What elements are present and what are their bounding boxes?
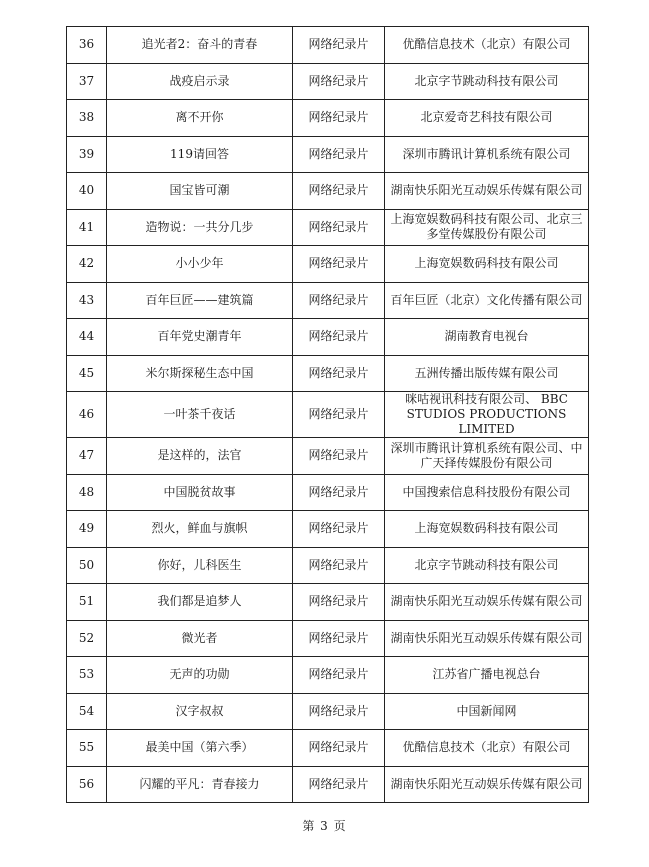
organization: 湖南快乐阳光互动娱乐传媒有限公司 — [385, 766, 589, 803]
organization: 五洲传播出版传媒有限公司 — [385, 355, 589, 392]
table-row — [67, 547, 589, 584]
table-row — [67, 246, 589, 283]
program-type: 网络纪录片 — [293, 730, 385, 767]
program-type: 网络纪录片 — [293, 766, 385, 803]
program-title: 离不开你 — [107, 100, 293, 137]
program-type: 网络纪录片 — [293, 511, 385, 548]
program-type: 网络纪录片 — [293, 100, 385, 137]
program-type: 网络纪录片 — [293, 282, 385, 319]
program-type: 网络纪录片 — [293, 355, 385, 392]
program-type: 网络纪录片 — [293, 584, 385, 621]
table-row — [67, 584, 589, 621]
row-number: 53 — [67, 657, 107, 694]
row-number: 48 — [67, 474, 107, 511]
organization: 咪咕视讯科技有限公司、 BBC STUDIOS PRODUCTIONS LIMITED — [385, 392, 589, 438]
row-number: 42 — [67, 246, 107, 283]
table-row — [67, 511, 589, 548]
row-number: 46 — [67, 392, 107, 438]
table-body — [67, 27, 589, 803]
table-row — [67, 730, 589, 767]
table-row — [67, 100, 589, 137]
row-number: 43 — [67, 282, 107, 319]
table-row — [67, 173, 589, 210]
organization: 湖南快乐阳光互动娱乐传媒有限公司 — [385, 620, 589, 657]
organization: 北京字节跳动科技有限公司 — [385, 63, 589, 100]
program-type: 网络纪录片 — [293, 136, 385, 173]
table-row — [67, 136, 589, 173]
program-title: 最美中国（第六季） — [107, 730, 293, 767]
row-number: 44 — [67, 319, 107, 356]
program-title: 国宝皆可潮 — [107, 173, 293, 210]
row-number: 50 — [67, 547, 107, 584]
program-title: 无声的功勋 — [107, 657, 293, 694]
program-title: 百年党史潮青年 — [107, 319, 293, 356]
organization: 上海宽娱数码科技有限公司 — [385, 246, 589, 283]
row-number: 47 — [67, 438, 107, 475]
program-type: 网络纪录片 — [293, 27, 385, 64]
row-number: 45 — [67, 355, 107, 392]
program-title: 烈火，鲜血与旗帜 — [107, 511, 293, 548]
page-number: 第 3 页 — [302, 819, 347, 833]
program-title: 一叶茶千夜话 — [107, 392, 293, 438]
program-type: 网络纪录片 — [293, 474, 385, 511]
program-type: 网络纪录片 — [293, 693, 385, 730]
table-row — [67, 438, 589, 475]
row-number: 41 — [67, 209, 107, 246]
organization: 湖南教育电视台 — [385, 319, 589, 356]
table-row — [67, 282, 589, 319]
organization: 中国搜索信息科技股份有限公司 — [385, 474, 589, 511]
row-number: 37 — [67, 63, 107, 100]
table-row — [67, 355, 589, 392]
program-type: 网络纪录片 — [293, 319, 385, 356]
organization: 优酷信息技术（北京）有限公司 — [385, 27, 589, 64]
organization: 优酷信息技术（北京）有限公司 — [385, 730, 589, 767]
program-type: 网络纪录片 — [293, 209, 385, 246]
row-number: 55 — [67, 730, 107, 767]
table-row — [67, 620, 589, 657]
organization: 湖南快乐阳光互动娱乐传媒有限公司 — [385, 173, 589, 210]
organization: 百年巨匠（北京）文化传播有限公司 — [385, 282, 589, 319]
organization: 深圳市腾讯计算机系统有限公司、中广天择传媒股份有限公司 — [385, 438, 589, 475]
table-row — [67, 63, 589, 100]
row-number: 54 — [67, 693, 107, 730]
program-type: 网络纪录片 — [293, 620, 385, 657]
program-title: 119请回答 — [107, 136, 293, 173]
organization: 上海宽娱数码科技有限公司、北京三多堂传媒股份有限公司 — [385, 209, 589, 246]
program-title: 追光者2：奋斗的青春 — [107, 27, 293, 64]
documentary-table — [66, 26, 589, 803]
program-title: 米尔斯探秘生态中国 — [107, 355, 293, 392]
row-number: 39 — [67, 136, 107, 173]
organization: 深圳市腾讯计算机系统有限公司 — [385, 136, 589, 173]
program-type: 网络纪录片 — [293, 547, 385, 584]
program-title: 战疫启示录 — [107, 63, 293, 100]
organization: 上海宽娱数码科技有限公司 — [385, 511, 589, 548]
program-type: 网络纪录片 — [293, 63, 385, 100]
program-title: 闪耀的平凡：青春接力 — [107, 766, 293, 803]
organization: 北京爱奇艺科技有限公司 — [385, 100, 589, 137]
program-title: 百年巨匠——建筑篇 — [107, 282, 293, 319]
row-number: 40 — [67, 173, 107, 210]
program-title: 是这样的，法官 — [107, 438, 293, 475]
program-type: 网络纪录片 — [293, 173, 385, 210]
table-row — [67, 209, 589, 246]
table-row — [67, 392, 589, 438]
table-row — [67, 319, 589, 356]
row-number: 49 — [67, 511, 107, 548]
program-type: 网络纪录片 — [293, 392, 385, 438]
row-number: 36 — [67, 27, 107, 64]
program-title: 汉字叔叔 — [107, 693, 293, 730]
program-title: 微光者 — [107, 620, 293, 657]
organization: 江苏省广播电视总台 — [385, 657, 589, 694]
table-row — [67, 27, 589, 64]
row-number: 51 — [67, 584, 107, 621]
program-type: 网络纪录片 — [293, 438, 385, 475]
row-number: 38 — [67, 100, 107, 137]
table-row — [67, 474, 589, 511]
organization: 北京字节跳动科技有限公司 — [385, 547, 589, 584]
program-type: 网络纪录片 — [293, 246, 385, 283]
table-row — [67, 766, 589, 803]
program-title: 小小少年 — [107, 246, 293, 283]
table-row — [67, 657, 589, 694]
row-number: 56 — [67, 766, 107, 803]
program-title: 你好，儿科医生 — [107, 547, 293, 584]
program-title: 造物说：一共分几步 — [107, 209, 293, 246]
row-number: 52 — [67, 620, 107, 657]
table-row — [67, 693, 589, 730]
organization: 中国新闻网 — [385, 693, 589, 730]
organization: 湖南快乐阳光互动娱乐传媒有限公司 — [385, 584, 589, 621]
program-type: 网络纪录片 — [293, 657, 385, 694]
program-title: 中国脱贫故事 — [107, 474, 293, 511]
program-title: 我们都是追梦人 — [107, 584, 293, 621]
